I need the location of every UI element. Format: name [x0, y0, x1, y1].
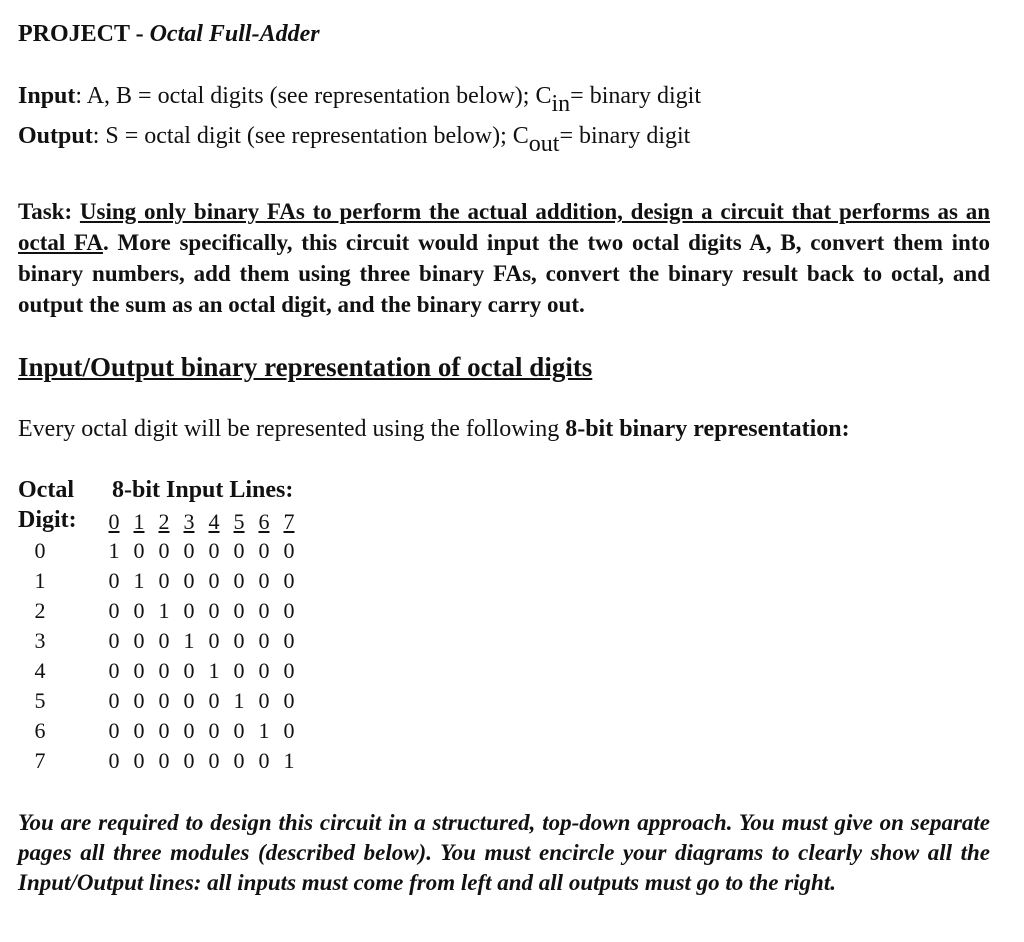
output-label: Output	[18, 123, 93, 149]
representation-bold-text: 8-bit binary representation:	[565, 416, 850, 442]
bit-value: 0	[258, 628, 270, 653]
bit-value: 0	[158, 688, 170, 713]
bit-value: 0	[283, 628, 295, 653]
table-row	[18, 687, 318, 717]
bit-value: 0	[283, 688, 295, 713]
bit-header: 6	[258, 509, 270, 534]
bit-header: 5	[233, 509, 245, 534]
octal-digit: 4	[34, 658, 46, 683]
task-remaining-text: . More specifically, this circuit would input the two octal digits A, B, convert them into binary numbers, add them using three binary FAs, convert the binary result back to octal, and output the sum as an octal digit, and the binary carry out.	[18, 230, 990, 317]
task-underlined-text: Using only binary FAs to perform the actual addition, design a circuit that performs as an octal FA	[18, 199, 990, 255]
bit-value: 0	[133, 748, 145, 773]
bit-value: 0	[258, 538, 270, 563]
octal-digit: 3	[34, 628, 46, 653]
bit-value: 0	[258, 658, 270, 683]
bit-value: 0	[183, 748, 195, 773]
octal-digit: 0	[34, 538, 46, 563]
bit-value: 1	[258, 718, 270, 743]
digit-column-header: Digit:	[18, 507, 77, 533]
bit-value: 0	[133, 598, 145, 623]
bit-value: 0	[108, 748, 120, 773]
octal-digit: 1	[34, 568, 46, 593]
output-description: : S = octal digit (see representation below); C	[92, 123, 529, 149]
bit-value: 0	[233, 568, 245, 593]
bit-value: 0	[233, 628, 245, 653]
bit-value: 0	[108, 718, 120, 743]
bit-value: 1	[108, 538, 120, 563]
bit-value: 0	[108, 628, 120, 653]
table-row	[18, 717, 318, 747]
bit-value: 0	[258, 748, 270, 773]
task-paragraph	[18, 196, 990, 320]
table-row	[18, 597, 318, 627]
bit-value: 0	[183, 598, 195, 623]
bit-value: 0	[183, 658, 195, 683]
bit-value: 0	[133, 658, 145, 683]
bit-header-row	[104, 508, 304, 538]
octal-digit: 2	[34, 598, 46, 623]
bit-value: 0	[208, 718, 220, 743]
bit-value: 1	[183, 628, 195, 653]
project-title	[18, 18, 320, 50]
input-lines-header: 8-bit Input Lines:	[112, 477, 294, 503]
bit-value: 0	[283, 718, 295, 743]
octal-digit: 7	[34, 748, 46, 773]
bit-value: 0	[233, 598, 245, 623]
bit-value: 0	[208, 598, 220, 623]
bit-value: 0	[283, 598, 295, 623]
octal-digit: 6	[34, 718, 46, 743]
table-row	[18, 747, 318, 777]
bit-value: 0	[183, 538, 195, 563]
requirement-paragraph: You are required to design this circuit in a structured, top-down approach. You must give on separate pages all three modules (described below). You must encircle your diagrams to clearly show all the Input/Output lines: all inputs must come from left and all outputs must go to the right.	[18, 810, 990, 895]
bit-value: 0	[108, 658, 120, 683]
output-description-end: = binary digit	[559, 123, 691, 149]
bit-value: 1	[208, 658, 220, 683]
carry-in-subscript: in	[551, 91, 571, 117]
bit-value: 0	[258, 598, 270, 623]
bit-value: 0	[133, 718, 145, 743]
bit-value: 0	[208, 568, 220, 593]
section-heading: Input/Output binary representation of octal digits	[18, 352, 593, 382]
bit-value: 0	[133, 688, 145, 713]
bit-value: 0	[183, 568, 195, 593]
octal-column-header: Octal	[18, 477, 74, 503]
bit-value: 1	[283, 748, 295, 773]
bit-value: 0	[158, 718, 170, 743]
project-title-subject: Octal Full-Adder	[149, 21, 320, 47]
input-description: : A, B = octal digits (see representation below); C	[75, 83, 552, 109]
bit-value: 0	[158, 748, 170, 773]
bit-value: 0	[233, 538, 245, 563]
bit-value: 0	[133, 538, 145, 563]
input-label: Input	[18, 83, 76, 109]
input-description-end: = binary digit	[570, 83, 702, 109]
bit-value: 0	[208, 748, 220, 773]
project-title-prefix: PROJECT -	[18, 21, 150, 47]
bit-value: 0	[208, 538, 220, 563]
task-label: Task:	[18, 199, 80, 224]
bit-header: 7	[283, 509, 295, 534]
carry-out-subscript: out	[528, 131, 560, 157]
bit-value: 0	[233, 748, 245, 773]
bit-value: 0	[108, 568, 120, 593]
bit-value: 0	[183, 688, 195, 713]
table-row	[18, 657, 318, 687]
input-spec-line	[18, 80, 702, 117]
bit-value: 0	[133, 628, 145, 653]
bit-value: 0	[108, 598, 120, 623]
bit-value: 0	[283, 658, 295, 683]
bit-header: 4	[208, 509, 220, 534]
bit-value: 0	[158, 658, 170, 683]
output-spec-line	[18, 120, 691, 157]
bit-value: 1	[233, 688, 245, 713]
bit-header: 1	[133, 509, 145, 534]
table-row	[18, 537, 318, 567]
bit-value: 0	[233, 718, 245, 743]
bit-value: 0	[258, 568, 270, 593]
bit-value: 0	[158, 628, 170, 653]
table-row	[18, 627, 318, 657]
bit-value: 0	[233, 658, 245, 683]
bit-value: 1	[158, 598, 170, 623]
bit-header: 3	[183, 509, 195, 534]
table-row	[18, 567, 318, 597]
representation-text: Every octal digit will be represented using the following	[18, 416, 566, 442]
representation-line	[18, 413, 850, 445]
bit-header: 0	[108, 509, 120, 534]
bit-value: 0	[108, 688, 120, 713]
bit-value: 0	[283, 568, 295, 593]
bit-value: 0	[208, 628, 220, 653]
bit-value: 0	[158, 568, 170, 593]
bit-value: 0	[208, 688, 220, 713]
octal-digit: 5	[34, 688, 46, 713]
bit-value: 1	[133, 568, 145, 593]
bit-value: 0	[258, 688, 270, 713]
bit-value: 0	[158, 538, 170, 563]
bit-header: 2	[158, 509, 170, 534]
bit-value: 0	[283, 538, 295, 563]
bit-value: 0	[183, 718, 195, 743]
